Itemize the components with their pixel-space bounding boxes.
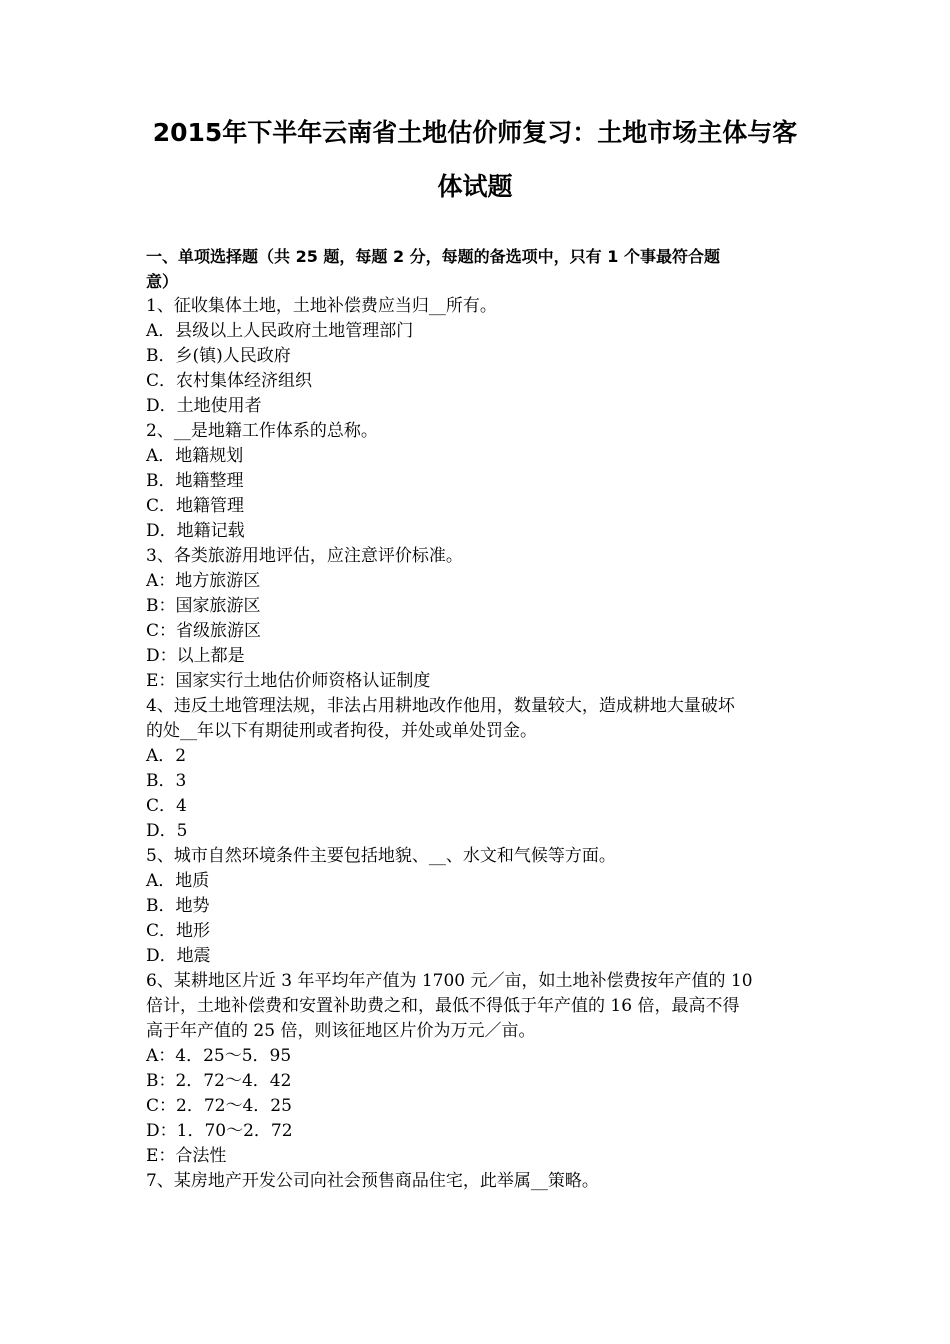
question-option: C：2．72～4．25 [146,1096,292,1116]
question-stem: 2、__是地籍工作体系的总称。 [146,421,378,441]
question-option: A：4．25～5．95 [146,1046,292,1066]
document-body [146,244,816,1194]
question-stem: 7、某房地产开发公司向社会预售商品住宅，此举属__策略。 [146,1171,599,1191]
question-option: D：1．70～2．72 [146,1121,293,1141]
document-title-line-1: 2015年下半年云南省土地估价师复习：土地市场主体与客 [152,118,798,147]
question-option: B：国家旅游区 [146,596,261,616]
question-option: B：2．72～4．42 [146,1071,292,1091]
question-option: D．5 [146,821,188,841]
question-option: A．地质 [146,871,210,891]
question-stem: 3、各类旅游用地评估，应注意评价标准。 [146,546,463,566]
question-stem: 的处__年以下有期徒刑或者拘役，并处或单处罚金。 [146,721,537,741]
question-option: A．地籍规划 [146,446,244,466]
question-option: A：地方旅游区 [146,571,261,591]
question-option: C：省级旅游区 [146,621,262,641]
question-option: A．2 [146,746,187,766]
question-4 [146,694,816,844]
question-stem: 6、某耕地区片近 3 年平均年产值为 1700 元／亩，如土地补偿费按年产值的 10 [146,971,753,991]
question-2 [146,419,816,544]
section-heading-line: 意） [146,272,179,291]
document-title-line-2: 体试题 [437,172,513,201]
question-7 [146,1169,816,1194]
question-option: A．县级以上人民政府土地管理部门 [146,321,414,341]
question-1 [146,294,816,419]
question-option: C．农村集体经济组织 [146,371,313,391]
question-option: B．3 [146,771,187,791]
question-6 [146,969,816,1169]
question-option: B．地籍整理 [146,471,244,491]
question-option: D．地籍记载 [146,521,245,541]
question-5 [146,844,816,969]
section-heading [146,244,816,294]
question-stem: 5、城市自然环境条件主要包括地貌、__、水文和气候等方面。 [146,846,616,866]
question-option: B．乡(镇)人民政府 [146,346,291,366]
question-option: D．土地使用者 [146,396,262,416]
question-option: E：合法性 [146,1146,227,1166]
question-stem: 高于年产值的 25 倍，则该征地区片价为万元／亩。 [146,1021,536,1041]
question-stem: 倍计，土地补偿费和安置补助费之和，最低不得低于年产值的 16 倍，最高不得 [146,996,740,1016]
question-3 [146,544,816,694]
question-option: E：国家实行土地估价师资格认证制度 [146,671,431,691]
question-option: D．地震 [146,946,211,966]
question-stem: 1、征收集体土地，土地补偿费应当归__所有。 [146,296,497,316]
question-stem: 4、违反土地管理法规，非法占用耕地改作他用，数量较大，造成耕地大量破坏 [146,696,735,716]
question-option: C．地形 [146,921,211,941]
question-option: D：以上都是 [146,646,245,666]
section-heading-line: 一、单项选择题（共 25 题，每题 2 分，每题的备选项中，只有 1 个事最符合题 [146,247,720,266]
question-option: B．地势 [146,896,210,916]
question-option: C．4 [146,796,187,816]
question-option: C．地籍管理 [146,496,245,516]
